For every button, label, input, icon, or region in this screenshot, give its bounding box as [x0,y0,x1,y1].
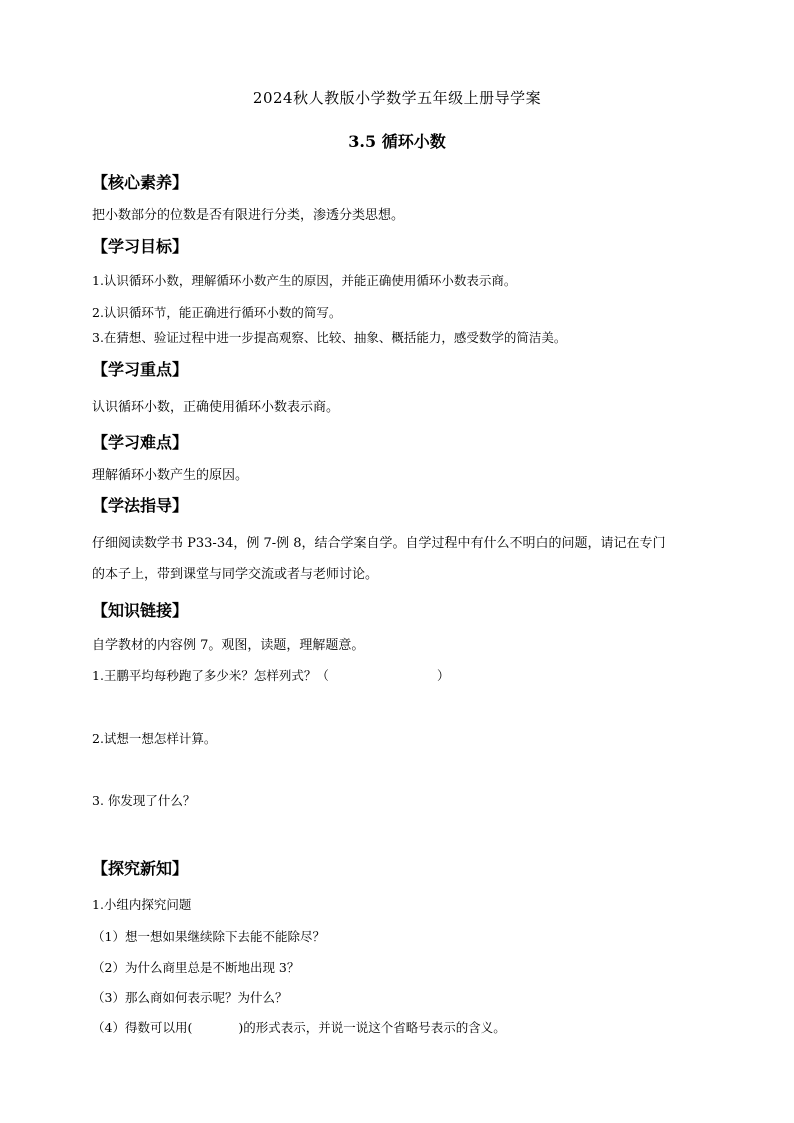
knowledge-question-3: 3. 你发现了什么？ [92,793,196,808]
study-method-line-2: 的本子上，带到课堂与同学交流或者与老师讨论。 [92,567,379,582]
heading-difficulties: 【学习难点】 [92,433,189,452]
question-4-rest: )的形式表示，并说一说这个省略号表示的含义。 [238,1020,506,1035]
question-4-text: （4）得数可以用( [92,1020,193,1035]
explore-intro: 1.小组内探究问题 [92,897,192,912]
heading-core-literacy: 【核心素养】 [92,173,189,192]
explore-question-3: （3）那么商如何表示呢？为什么？ [92,990,288,1005]
key-points-text: 认识循环小数，正确使用循环小数表示商。 [92,400,340,415]
goal-item-1: 1.认识循环小数，理解循环小数产生的原因，并能正确使用循环小数表示商。 [92,273,517,288]
heading-study-method: 【学法指导】 [92,496,189,515]
knowledge-question-2: 2.试想一想怎样计算。 [92,731,217,746]
difficulties-text: 理解循环小数产生的原因。 [92,468,249,483]
lesson-title: 3.5 循环小数 [348,132,446,151]
document-title: 2024秋人教版小学数学五年级上册导学案 [252,89,542,107]
question-1-close: ） [436,668,450,683]
heading-key-points: 【学习重点】 [92,360,189,379]
explore-question-2: （2）为什么商里总是不断地出现 3？ [92,960,300,975]
heading-knowledge-link: 【知识链接】 [92,601,189,620]
goal-item-2: 2.认识循环节，能正确进行循环小数的简写。 [92,305,342,320]
explore-question-4 [92,1018,506,1036]
study-method-line-1: 仔细阅读数学书 P33-34，例 7-例 8，结合学案自学。自学过程中有什么不明白的问题，请记在专门 [92,536,666,551]
knowledge-intro: 自学教材的内容例 7。观图，读题，理解题意。 [92,638,365,653]
explore-question-1: （1）想一想如果继续除下去能不能除尽？ [92,929,325,944]
heading-learning-goals: 【学习目标】 [92,237,189,256]
heading-explore: 【探究新知】 [92,859,189,878]
core-literacy-text: 把小数部分的位数是否有限进行分类，渗透分类思想。 [92,208,405,223]
knowledge-question-1 [92,666,449,684]
goal-item-3: 3.在猜想、验证过程中进一步提高观察、比较、抽象、概括能力，感受数学的简洁美。 [92,330,567,345]
question-1-text: 1.王鹏平均每秒跑了多少米？怎样列式？（ [92,668,329,683]
